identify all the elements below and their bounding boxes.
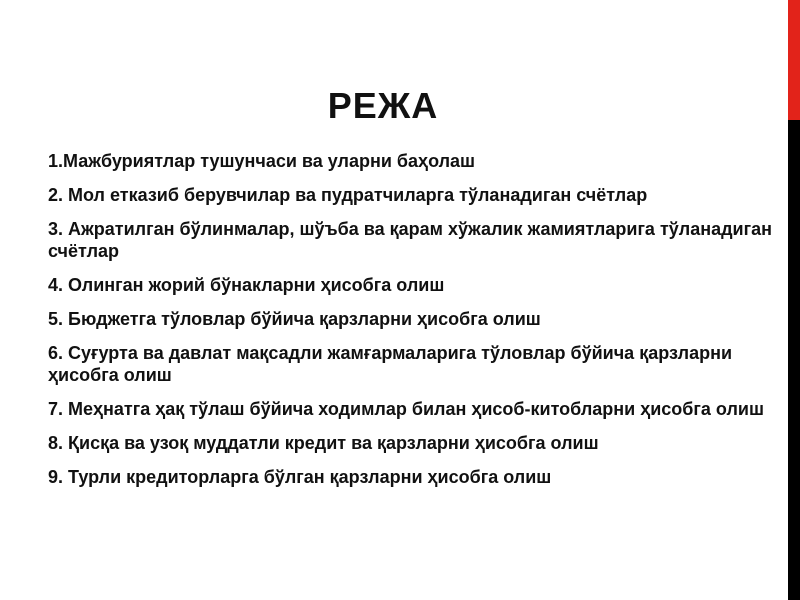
side-accent-bar-red <box>788 0 800 120</box>
agenda-item-8: 8. Қисқа ва узоқ муддатли кредит ва қарзларни ҳисобга олиш <box>48 433 599 453</box>
agenda-list <box>48 150 773 500</box>
agenda-item-6: 6. Суғурта ва давлат мақсадли жамғармаларига тўловлар бўйича қарзларни ҳисобга олиш <box>48 343 733 385</box>
side-accent-bar-black <box>788 120 800 600</box>
slide-title: РЕЖА <box>327 85 439 126</box>
agenda-item-7: 7. Меҳнатга ҳақ тўлаш бўйича ходимлар билан ҳисоб-китобларни ҳисобга олиш <box>48 399 764 419</box>
agenda-item-5: 5. Бюджетга тўловлар бўйича қарзларни ҳисобга олиш <box>48 309 541 329</box>
agenda-item-2: 2. Мол етказиб берувчилар ва пудратчиларга тўланадиган счётлар <box>48 185 648 205</box>
agenda-item-9: 9. Турли кредиторларга бўлган қарзларни ҳисобга олиш <box>48 467 552 487</box>
agenda-item-3: 3. Ажратилган бўлинмалар, шўъба ва қарам хўжалик жамиятларига тўланадиган счётлар <box>48 219 772 261</box>
agenda-item-4: 4. Олинган жорий бўнакларни ҳисобга олиш <box>48 275 445 295</box>
agenda-item-1: 1.Мажбуриятлар тушунчаси ва уларни баҳолаш <box>48 151 476 171</box>
